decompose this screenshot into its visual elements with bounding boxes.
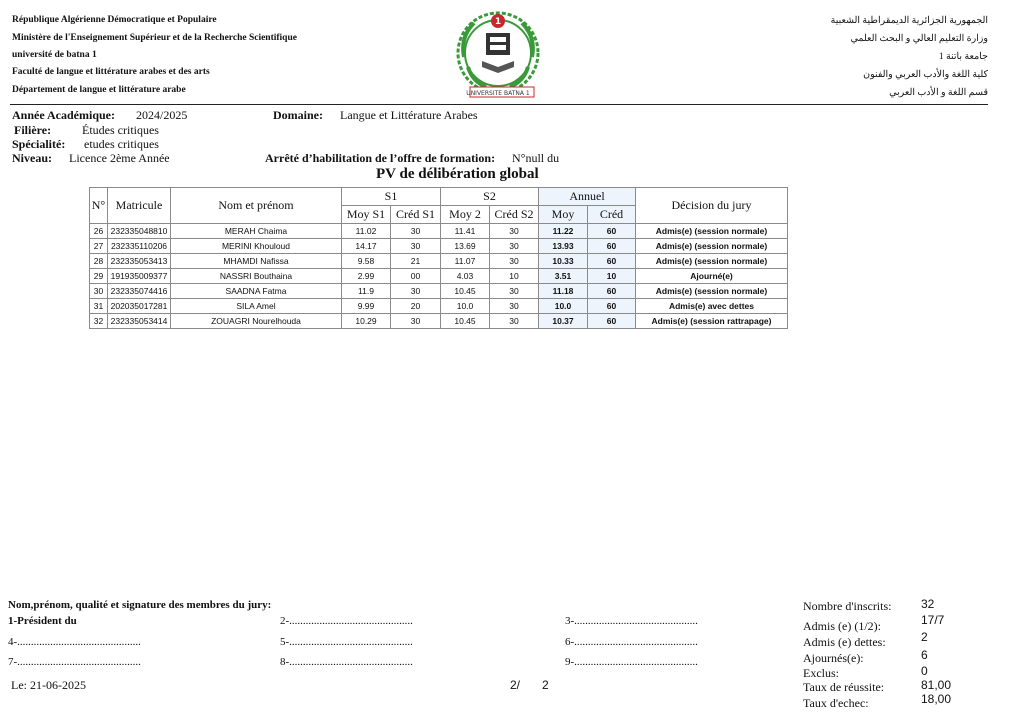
cell-moy-s1: 14.17	[342, 239, 391, 254]
cell-num: 28	[90, 254, 108, 269]
cell-cred: 10	[588, 269, 636, 284]
cell-decision: Admis(e) (session normale)	[636, 284, 788, 299]
cell-moy-s1: 9.58	[342, 254, 391, 269]
stat-ajournes-label: Ajournés(e):	[803, 651, 864, 665]
cell-decision: Admis(e) avec dettes	[636, 299, 788, 314]
filiere-label: Filière:	[14, 123, 52, 137]
col-annuel: Annuel	[539, 188, 636, 206]
annee-label: Année Académique:	[12, 108, 115, 122]
header-faculty: Faculté de langue et littérature arabes et des arts	[12, 67, 210, 77]
filiere-value: Études critiques	[82, 123, 159, 137]
cell-cred-s1: 30	[391, 224, 441, 239]
document-date: Le: 21-06-2025	[11, 678, 86, 692]
table-row	[90, 314, 788, 329]
cell-decision: Ajourné(e)	[636, 269, 788, 284]
jury-member-3: 3-.............................................	[565, 615, 698, 627]
col-nom: Nom et prénom	[171, 188, 342, 224]
cell-matricule: 232335053413	[108, 254, 171, 269]
cell-moy: 11.22	[539, 224, 588, 239]
header-university: université de batna 1	[12, 50, 97, 60]
jury-member-4: 4-.............................................	[8, 636, 141, 648]
table-row	[90, 224, 788, 239]
col-num: N°	[90, 188, 108, 224]
cell-cred-s1: 30	[391, 284, 441, 299]
jury-member-9: 9-.............................................	[565, 656, 698, 668]
specialite-value: etudes critiques	[84, 137, 159, 151]
col-matricule: Matricule	[108, 188, 171, 224]
cell-num: 26	[90, 224, 108, 239]
stat-echec-value: 18,00	[921, 692, 952, 706]
cell-moy-s1: 11.02	[342, 224, 391, 239]
header-republic: République Algérienne Démocratique et Populaire	[12, 15, 217, 25]
domaine-value: Langue et Littérature Arabes	[340, 108, 478, 122]
cell-num: 29	[90, 269, 108, 284]
cell-matricule: 232335074416	[108, 284, 171, 299]
cell-moy-s2: 4.03	[441, 269, 490, 284]
cell-cred-s2: 30	[490, 314, 539, 329]
cell-cred: 60	[588, 224, 636, 239]
university-logo	[452, 7, 544, 103]
header-republic-ar: الجمهورية الجزائرية الديمقراطية الشعبية	[830, 16, 988, 26]
specialite-label: Spécialité:	[12, 137, 66, 151]
cell-moy-s2: 10.45	[441, 284, 490, 299]
cell-decision: Admis(e) (session normale)	[636, 224, 788, 239]
cell-nom: MERAH Chaima	[171, 224, 342, 239]
col-moy: Moy	[539, 206, 588, 224]
niveau-value: Licence 2ème Année	[69, 151, 170, 165]
col-moy-s2: Moy 2	[441, 206, 490, 224]
cell-cred-s1: 30	[391, 314, 441, 329]
col-moy-s1: Moy S1	[342, 206, 391, 224]
arrete-value: N°null du	[512, 151, 560, 165]
cell-cred-s2: 30	[490, 239, 539, 254]
stat-ajournes-value: 6	[921, 648, 928, 662]
cell-nom: SAADNA Fatma	[171, 284, 342, 299]
col-cred: Créd	[588, 206, 636, 224]
cell-cred: 60	[588, 299, 636, 314]
stat-admis-label: Admis (e) (1/2):	[803, 619, 881, 633]
stat-echec-label: Taux d'echec:	[803, 696, 869, 710]
jury-member-1: 1-Président du	[8, 615, 77, 627]
cell-cred: 60	[588, 254, 636, 269]
cell-moy-s1: 2.99	[342, 269, 391, 284]
header-department: Département de langue et littérature arabe	[12, 85, 186, 95]
cell-moy-s2: 11.07	[441, 254, 490, 269]
cell-cred-s1: 30	[391, 239, 441, 254]
stat-dettes-label: Admis (e) dettes:	[803, 635, 886, 649]
cell-cred: 60	[588, 314, 636, 329]
header-faculty-ar: كلية اللغة والأدب العربي والفنون	[863, 70, 988, 80]
header-university-ar: جامعة باتنة 1	[938, 52, 988, 62]
cell-moy-s2: 10.0	[441, 299, 490, 314]
cell-moy: 11.18	[539, 284, 588, 299]
cell-cred-s2: 30	[490, 224, 539, 239]
cell-nom: ZOUAGRI Nourelhouda	[171, 314, 342, 329]
table-row	[90, 254, 788, 269]
niveau-label: Niveau:	[12, 151, 52, 165]
cell-cred-s1: 00	[391, 269, 441, 284]
cell-moy-s2: 11.41	[441, 224, 490, 239]
cell-moy: 13.93	[539, 239, 588, 254]
cell-cred-s2: 30	[490, 254, 539, 269]
cell-decision: Admis(e) (session normale)	[636, 254, 788, 269]
cell-cred-s2: 10	[490, 269, 539, 284]
cell-cred-s1: 20	[391, 299, 441, 314]
jury-member-8: 8-.............................................	[280, 656, 413, 668]
cell-matricule: 202035017281	[108, 299, 171, 314]
col-s1: S1	[342, 188, 441, 206]
cell-moy-s1: 10.29	[342, 314, 391, 329]
cell-nom: SILA Amel	[171, 299, 342, 314]
cell-matricule: 232335053414	[108, 314, 171, 329]
cell-cred: 60	[588, 284, 636, 299]
cell-matricule: 232335048810	[108, 224, 171, 239]
page-title: PV de délibération global	[376, 166, 539, 182]
logo-number: 1	[494, 17, 502, 27]
header-divider	[10, 104, 988, 105]
stat-inscrits-value: 32	[921, 597, 935, 611]
jury-member-6: 6-.............................................	[565, 636, 698, 648]
stat-reussite-value: 81,00	[921, 678, 952, 692]
cell-moy: 3.51	[539, 269, 588, 284]
col-decision: Décision du jury	[636, 188, 788, 224]
table-row	[90, 239, 788, 254]
cell-nom: MHAMDI Nafissa	[171, 254, 342, 269]
table-row	[90, 269, 788, 284]
cell-moy: 10.37	[539, 314, 588, 329]
cell-num: 30	[90, 284, 108, 299]
cell-matricule: 232335110206	[108, 239, 171, 254]
domaine-label: Domaine:	[273, 108, 323, 122]
cell-moy-s1: 9.99	[342, 299, 391, 314]
cell-cred: 60	[588, 239, 636, 254]
jury-member-2: 2-.............................................	[280, 615, 413, 627]
header-department-ar: قسم اللغة و الأدب العربي	[889, 88, 988, 98]
cell-moy-s1: 11.9	[342, 284, 391, 299]
annee-value: 2024/2025	[136, 108, 188, 122]
stat-exclus-value: 0	[921, 664, 928, 678]
arrete-label: Arrêté d’habilitation de l’offre de formation:	[265, 151, 496, 165]
stat-exclus-label: Exclus:	[803, 666, 839, 680]
cell-cred-s2: 30	[490, 299, 539, 314]
page-number: 2/	[510, 678, 521, 692]
cell-matricule: 191935009377	[108, 269, 171, 284]
cell-decision: Admis(e) (session normale)	[636, 239, 788, 254]
jury-title: Nom,prénom, qualité et signature des membres du jury:	[8, 599, 272, 611]
cell-nom: MERINI Khouloud	[171, 239, 342, 254]
stat-reussite-label: Taux de réussite:	[803, 680, 885, 694]
cell-num: 32	[90, 314, 108, 329]
col-s2: S2	[441, 188, 539, 206]
results-table	[89, 187, 788, 329]
cell-cred-s1: 21	[391, 254, 441, 269]
cell-nom: NASSRI Bouthaina	[171, 269, 342, 284]
page-total: 2	[542, 678, 549, 692]
table-row	[90, 299, 788, 314]
table-row	[90, 284, 788, 299]
col-cred-s1: Créd S1	[391, 206, 441, 224]
jury-member-7: 7-.............................................	[8, 656, 141, 668]
stat-dettes-value: 2	[921, 630, 928, 644]
cell-cred-s2: 30	[490, 284, 539, 299]
header-ministry: Ministère de l'Enseignement Supérieur et de la Recherche Scientifique	[12, 33, 297, 43]
jury-member-5: 5-.............................................	[280, 636, 413, 648]
cell-moy: 10.33	[539, 254, 588, 269]
cell-moy-s2: 10.45	[441, 314, 490, 329]
stat-inscrits-label: Nombre d'inscrits:	[803, 599, 892, 613]
header-ministry-ar: وزارة التعليم العالي و البحث العلمي	[850, 34, 988, 44]
logo-caption: UNIVERSITE BATNA 1	[466, 90, 530, 97]
cell-moy: 10.0	[539, 299, 588, 314]
cell-decision: Admis(e) (session rattrapage)	[636, 314, 788, 329]
col-cred-s2: Créd S2	[490, 206, 539, 224]
cell-num: 27	[90, 239, 108, 254]
cell-moy-s2: 13.69	[441, 239, 490, 254]
stat-admis-value: 17/7	[921, 613, 945, 627]
cell-num: 31	[90, 299, 108, 314]
